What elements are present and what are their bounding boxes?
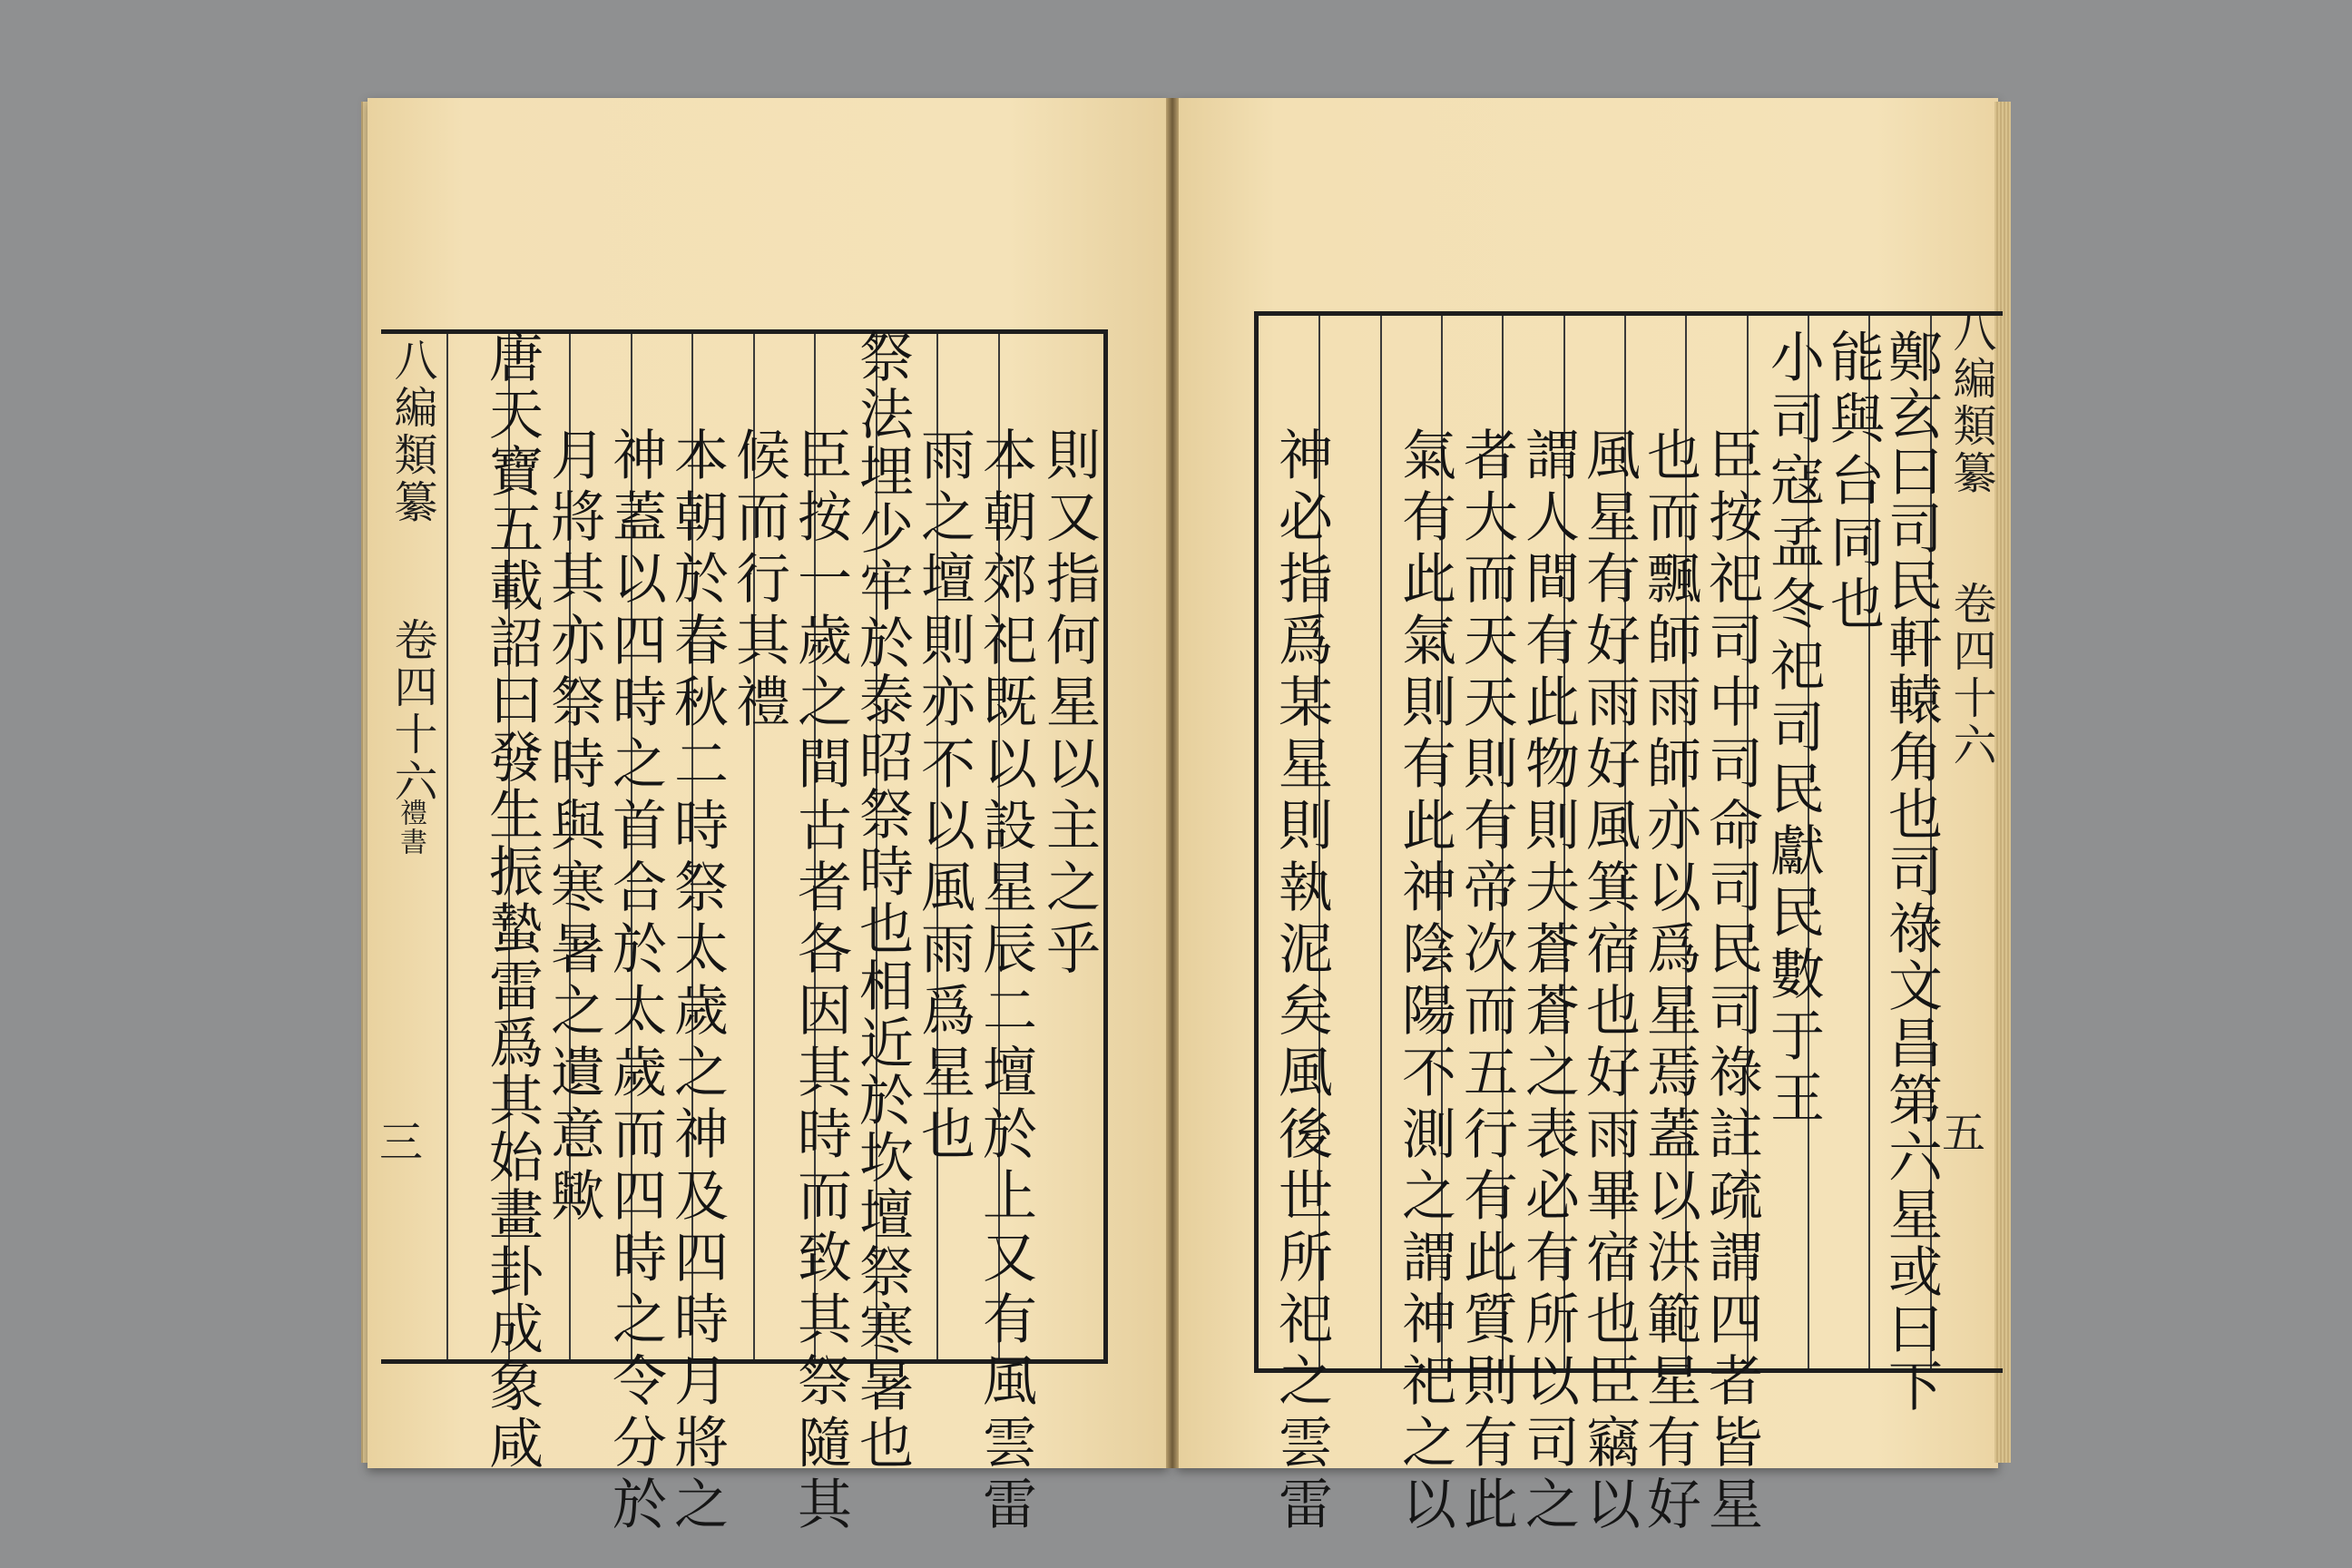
- text-column: 本朝於春秋二時祭太歲之神及四時月將之: [665, 426, 729, 1537]
- text-column: 鄭玄曰司民軒轅角也司祿文昌第六星或曰下: [1879, 328, 1943, 1415]
- text-column: 神必指爲某星則執泥矣風後世所祀之雲雷: [1269, 426, 1333, 1537]
- text-column: 也而飄師雨師亦以爲星焉蓋以洪範星有好: [1638, 426, 1701, 1537]
- text-column: 祭法埋少牢於泰昭祭時也相近於坎壇祭寒暑也: [850, 328, 914, 1472]
- text-column: 小司寇孟冬祀司民獻民數于王: [1761, 328, 1825, 1131]
- margin-title: 八編類纂: [1945, 309, 1996, 497]
- text-column: 臣按祀司中司命司民司祿註疏謂四者皆星: [1700, 426, 1763, 1537]
- text-column: 氣有此氣則有此神陰陽不測之謂神祀之以: [1393, 426, 1456, 1537]
- text-column: 月將其亦祭時與寒暑之遺意歟: [542, 426, 605, 1229]
- text-column: 能與台同也: [1821, 328, 1885, 637]
- text-column: 謂人間有此物則夫蒼蒼之表必有所以司之: [1516, 426, 1580, 1537]
- text-column: 者大而天天則有帝次而五行有此質則有此: [1455, 426, 1518, 1537]
- margin-volume: 卷四十六: [387, 617, 437, 806]
- text-column: 臣按一歲之間古者各因其時而致其祭隨其: [789, 426, 852, 1537]
- folio-number: 三: [379, 1117, 424, 1168]
- folio-number: 五: [1942, 1108, 1986, 1159]
- column-rule: [446, 334, 448, 1359]
- column-rule: [1380, 316, 1382, 1368]
- text-column: 則又指何星以主之乎: [1037, 426, 1101, 982]
- margin-section: 禮書: [395, 799, 426, 857]
- text-column: 候而行其禮: [727, 426, 790, 735]
- margin-volume: 卷四十六: [1945, 581, 1996, 769]
- margin-title: 八編類纂: [387, 338, 437, 526]
- text-column: 唐天寶五載詔曰發生振蟄雷爲其始畫卦成象咸: [480, 328, 544, 1472]
- text-column: 神蓋以四時之首合於太歲而四時之令分於: [603, 426, 667, 1537]
- text-column: 風星有好雨好風箕宿也好雨畢宿也臣竊以: [1577, 426, 1641, 1537]
- book-gutter: [1166, 98, 1179, 1468]
- text-column: 雨之壇則亦不以風雨爲星也: [912, 426, 975, 1167]
- text-column: 本朝郊祀既以設星辰二壇於上又有風雲雷: [974, 426, 1037, 1537]
